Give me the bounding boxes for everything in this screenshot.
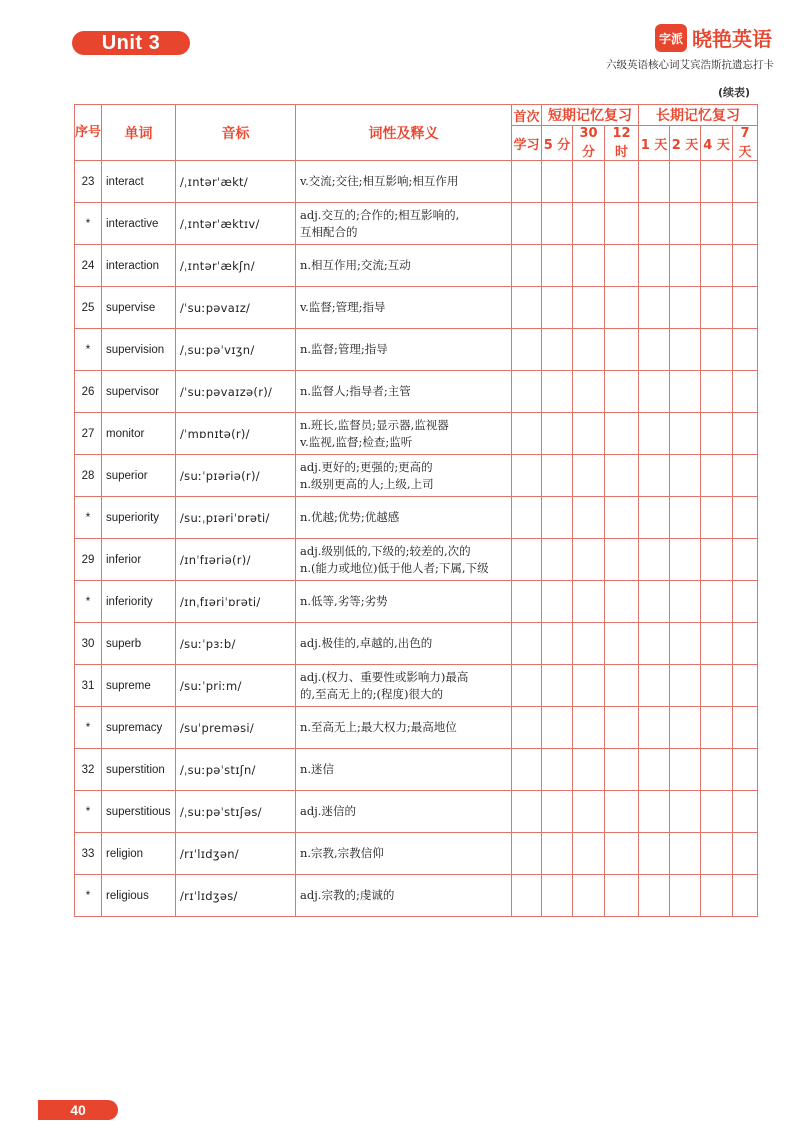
table-row	[75, 287, 758, 329]
table-row	[75, 623, 758, 665]
review-check-cell	[573, 665, 605, 707]
header-short-5min: 5 分	[542, 126, 573, 161]
row-phonetic: /ˌsuːpəˈstɪʃəs/	[176, 791, 296, 833]
review-check-cell	[512, 623, 542, 665]
review-check-cell	[639, 203, 670, 245]
review-check-cell	[512, 833, 542, 875]
row-number: *	[75, 497, 102, 539]
review-check-cell	[605, 623, 639, 665]
review-check-cell	[512, 329, 542, 371]
row-definition	[296, 581, 512, 623]
review-check-cell	[670, 329, 701, 371]
row-definition	[296, 623, 512, 665]
review-check-cell	[573, 875, 605, 917]
row-word: religion	[102, 833, 176, 875]
review-check-cell	[573, 203, 605, 245]
definition-line: n.至高无上;最大权力;最高地位	[300, 720, 457, 734]
row-number: 25	[75, 287, 102, 329]
review-check-cell	[670, 581, 701, 623]
review-check-cell	[573, 413, 605, 455]
review-check-cell	[733, 833, 758, 875]
row-phonetic: /ˌsuːpəˈvɪʒn/	[176, 329, 296, 371]
review-check-cell	[701, 875, 733, 917]
review-check-cell	[542, 161, 573, 203]
review-check-cell	[542, 875, 573, 917]
review-check-cell	[639, 581, 670, 623]
page-subtitle: 六级英语核心词艾宾浩斯抗遗忘打卡	[606, 59, 774, 71]
review-check-cell	[512, 707, 542, 749]
review-check-cell	[605, 665, 639, 707]
review-check-cell	[605, 497, 639, 539]
review-check-cell	[670, 203, 701, 245]
brand-name: 晓艳英语	[692, 27, 772, 51]
review-check-cell	[542, 749, 573, 791]
review-check-cell	[605, 203, 639, 245]
definition-line: v.交流;交往;相互影响;相互作用	[300, 174, 459, 188]
row-number: *	[75, 707, 102, 749]
definition-line: v.监视,监督;检查;监听	[300, 434, 413, 449]
review-check-cell	[512, 245, 542, 287]
review-check-cell	[701, 539, 733, 581]
row-definition	[296, 455, 512, 497]
table-row	[75, 329, 758, 371]
review-check-cell	[701, 707, 733, 749]
definition-line: adj.级别低的,下级的;较差的,次的	[300, 543, 471, 558]
definition-line: n.宗教,宗教信仰	[300, 846, 384, 860]
definition-line: 的,至高无上的;(程度)很大的	[300, 686, 444, 701]
review-check-cell	[605, 371, 639, 413]
table-row	[75, 581, 758, 623]
review-check-cell	[573, 623, 605, 665]
header-long-7d: 7 天	[733, 126, 758, 161]
row-number: 31	[75, 665, 102, 707]
review-check-cell	[639, 749, 670, 791]
header-phonetic: 音标	[176, 105, 296, 161]
review-check-cell	[605, 539, 639, 581]
review-check-cell	[639, 455, 670, 497]
review-check-cell	[542, 581, 573, 623]
review-check-cell	[701, 665, 733, 707]
row-definition	[296, 371, 512, 413]
row-number: *	[75, 581, 102, 623]
review-check-cell	[573, 455, 605, 497]
row-phonetic: /suːˈpɜːb/	[176, 623, 296, 665]
definition-line: n.监督人;指导者;主管	[300, 384, 411, 398]
review-check-cell	[701, 287, 733, 329]
review-check-cell	[701, 791, 733, 833]
row-word: religious	[102, 875, 176, 917]
row-phonetic: /suˈpreməsi/	[176, 707, 296, 749]
review-check-cell	[701, 245, 733, 287]
row-number: 33	[75, 833, 102, 875]
table-row	[75, 245, 758, 287]
review-check-cell	[670, 161, 701, 203]
review-check-cell	[733, 371, 758, 413]
table-row	[75, 161, 758, 203]
review-check-cell	[733, 329, 758, 371]
row-number: *	[75, 875, 102, 917]
header-short-30min: 30 分	[573, 126, 605, 161]
definition-line: 互相配合的	[300, 224, 358, 239]
table-row	[75, 791, 758, 833]
review-check-cell	[573, 707, 605, 749]
table-row	[75, 665, 758, 707]
review-check-cell	[670, 791, 701, 833]
row-word: interactive	[102, 203, 176, 245]
row-number: 24	[75, 245, 102, 287]
row-phonetic: /ˌɪntərˈækʃn/	[176, 245, 296, 287]
review-check-cell	[733, 245, 758, 287]
review-check-cell	[573, 749, 605, 791]
review-check-cell	[670, 497, 701, 539]
review-check-cell	[542, 707, 573, 749]
page-number: 40	[38, 1100, 118, 1120]
review-check-cell	[701, 833, 733, 875]
row-definition	[296, 203, 512, 245]
review-check-cell	[670, 371, 701, 413]
review-check-cell	[733, 539, 758, 581]
review-check-cell	[605, 161, 639, 203]
review-check-cell	[573, 833, 605, 875]
header-short-12h: 12 时	[605, 126, 639, 161]
review-check-cell	[512, 497, 542, 539]
row-definition	[296, 287, 512, 329]
review-check-cell	[701, 203, 733, 245]
review-check-cell	[605, 455, 639, 497]
row-phonetic: /ˌɪntərˈækt/	[176, 161, 296, 203]
row-number: 27	[75, 413, 102, 455]
review-check-cell	[512, 581, 542, 623]
review-check-cell	[670, 455, 701, 497]
row-definition	[296, 665, 512, 707]
row-definition	[296, 749, 512, 791]
row-number: *	[75, 329, 102, 371]
review-check-cell	[512, 161, 542, 203]
review-check-cell	[542, 203, 573, 245]
review-check-cell	[639, 833, 670, 875]
row-number: 28	[75, 455, 102, 497]
brand-logo-icon: 字派	[655, 24, 687, 52]
row-word: supremacy	[102, 707, 176, 749]
definition-line: n.(能力或地位)低于他人者;下属,下级	[300, 560, 489, 575]
header-long-1d: 1 天	[639, 126, 670, 161]
review-check-cell	[670, 245, 701, 287]
review-check-cell	[639, 287, 670, 329]
continued-label: (续表)	[718, 86, 751, 99]
table-row	[75, 497, 758, 539]
row-number: 30	[75, 623, 102, 665]
review-check-cell	[605, 287, 639, 329]
review-check-cell	[573, 245, 605, 287]
review-check-cell	[605, 749, 639, 791]
review-check-cell	[701, 161, 733, 203]
row-phonetic: /rɪˈlɪdʒəs/	[176, 875, 296, 917]
review-check-cell	[573, 791, 605, 833]
row-word: superiority	[102, 497, 176, 539]
header-seq: 序号	[75, 105, 102, 161]
row-number: *	[75, 791, 102, 833]
review-check-cell	[639, 665, 670, 707]
review-check-cell	[701, 371, 733, 413]
review-check-cell	[605, 329, 639, 371]
review-check-cell	[512, 875, 542, 917]
row-definition	[296, 875, 512, 917]
header-long-4d: 4 天	[701, 126, 733, 161]
definition-line: adj.交互的;合作的;相互影响的,	[300, 207, 460, 222]
review-check-cell	[573, 371, 605, 413]
definition-line: n.低等,劣等;劣势	[300, 594, 388, 608]
review-check-cell	[670, 413, 701, 455]
review-check-cell	[670, 287, 701, 329]
row-phonetic: /suːˈpriːm/	[176, 665, 296, 707]
row-definition	[296, 413, 512, 455]
row-number: 29	[75, 539, 102, 581]
review-check-cell	[512, 413, 542, 455]
review-check-cell	[639, 329, 670, 371]
review-check-cell	[573, 581, 605, 623]
review-check-cell	[639, 791, 670, 833]
row-definition	[296, 161, 512, 203]
review-check-cell	[542, 623, 573, 665]
review-check-cell	[512, 455, 542, 497]
review-check-cell	[512, 791, 542, 833]
row-definition	[296, 833, 512, 875]
review-check-cell	[733, 497, 758, 539]
vocabulary-table	[74, 104, 758, 917]
definition-line: n.迷信	[300, 762, 335, 776]
review-check-cell	[733, 791, 758, 833]
row-word: inferior	[102, 539, 176, 581]
row-phonetic: /suːˌpɪəriˈɒrəti/	[176, 497, 296, 539]
row-phonetic: /ˈsuːpəvaɪz/	[176, 287, 296, 329]
review-check-cell	[733, 749, 758, 791]
table-row	[75, 371, 758, 413]
review-check-cell	[605, 833, 639, 875]
review-check-cell	[573, 497, 605, 539]
row-phonetic: /suːˈpɪəriə(r)/	[176, 455, 296, 497]
definition-line: adj.宗教的;虔诚的	[300, 888, 395, 902]
table-row	[75, 455, 758, 497]
review-check-cell	[605, 875, 639, 917]
review-check-cell	[670, 539, 701, 581]
definition-line: n.监督;管理;指导	[300, 342, 388, 356]
review-check-cell	[605, 581, 639, 623]
header-short-term: 短期记忆复习	[542, 105, 639, 126]
review-check-cell	[542, 371, 573, 413]
review-check-cell	[542, 539, 573, 581]
table-row	[75, 833, 758, 875]
row-word: interaction	[102, 245, 176, 287]
definition-line: n.班长,监督员;显示器,监视器	[300, 417, 449, 432]
review-check-cell	[512, 665, 542, 707]
review-check-cell	[701, 749, 733, 791]
row-definition	[296, 329, 512, 371]
row-word: superb	[102, 623, 176, 665]
review-check-cell	[639, 413, 670, 455]
review-check-cell	[512, 203, 542, 245]
unit-label: Unit 3	[72, 31, 190, 55]
table-row	[75, 707, 758, 749]
review-check-cell	[733, 203, 758, 245]
review-check-cell	[512, 749, 542, 791]
header-word: 单词	[102, 105, 176, 161]
header-first: 首次	[512, 105, 542, 126]
row-word: superstitious	[102, 791, 176, 833]
definition-line: n.优越;优势;优越感	[300, 510, 400, 524]
header-definition: 词性及释义	[296, 105, 512, 161]
row-word: superstition	[102, 749, 176, 791]
review-check-cell	[605, 245, 639, 287]
row-definition	[296, 539, 512, 581]
review-check-cell	[670, 749, 701, 791]
row-phonetic: /ɪnˌfɪəriˈɒrəti/	[176, 581, 296, 623]
row-phonetic: /ˌsuːpəˈstɪʃn/	[176, 749, 296, 791]
definition-line: adj.迷信的	[300, 804, 356, 818]
review-check-cell	[733, 581, 758, 623]
review-check-cell	[542, 329, 573, 371]
header-long-2d: 2 天	[670, 126, 701, 161]
review-check-cell	[639, 875, 670, 917]
review-check-cell	[733, 623, 758, 665]
row-number: 23	[75, 161, 102, 203]
row-definition	[296, 707, 512, 749]
row-word: monitor	[102, 413, 176, 455]
review-check-cell	[733, 413, 758, 455]
definition-line: adj.(权力、重要性或影响力)最高	[300, 669, 469, 684]
row-phonetic: /ˈmɒnɪtə(r)/	[176, 413, 296, 455]
row-word: supervision	[102, 329, 176, 371]
review-check-cell	[701, 581, 733, 623]
row-word: interact	[102, 161, 176, 203]
row-word: supervise	[102, 287, 176, 329]
review-check-cell	[573, 539, 605, 581]
table-row	[75, 413, 758, 455]
review-check-cell	[639, 371, 670, 413]
review-check-cell	[542, 791, 573, 833]
review-check-cell	[733, 665, 758, 707]
definition-line: n.级别更高的人;上级,上司	[300, 476, 434, 491]
review-check-cell	[542, 245, 573, 287]
review-check-cell	[573, 287, 605, 329]
review-check-cell	[639, 623, 670, 665]
review-check-cell	[701, 413, 733, 455]
review-check-cell	[542, 455, 573, 497]
row-definition	[296, 245, 512, 287]
table-row	[75, 875, 758, 917]
row-phonetic: /ɪnˈfɪəriə(r)/	[176, 539, 296, 581]
review-check-cell	[605, 791, 639, 833]
row-definition	[296, 497, 512, 539]
definition-line: v.监督;管理;指导	[300, 300, 386, 314]
review-check-cell	[733, 161, 758, 203]
row-word: superior	[102, 455, 176, 497]
header-long-term: 长期记忆复习	[639, 105, 758, 126]
review-check-cell	[639, 707, 670, 749]
review-check-cell	[542, 665, 573, 707]
row-phonetic: /ˌɪntərˈæktɪv/	[176, 203, 296, 245]
table-row	[75, 203, 758, 245]
review-check-cell	[542, 287, 573, 329]
review-check-cell	[605, 707, 639, 749]
review-check-cell	[605, 413, 639, 455]
review-check-cell	[573, 329, 605, 371]
row-word: supervisor	[102, 371, 176, 413]
row-word: inferiority	[102, 581, 176, 623]
review-check-cell	[733, 707, 758, 749]
review-check-cell	[670, 707, 701, 749]
definition-line: adj.极佳的,卓越的,出色的	[300, 636, 433, 650]
review-check-cell	[639, 497, 670, 539]
review-check-cell	[733, 875, 758, 917]
review-check-cell	[733, 455, 758, 497]
review-check-cell	[639, 539, 670, 581]
row-definition	[296, 791, 512, 833]
row-phonetic: /rɪˈlɪdʒən/	[176, 833, 296, 875]
review-check-cell	[512, 539, 542, 581]
review-check-cell	[701, 329, 733, 371]
table-row	[75, 539, 758, 581]
table-row	[75, 749, 758, 791]
review-check-cell	[670, 833, 701, 875]
definition-line: adj.更好的;更强的;更高的	[300, 459, 433, 474]
review-check-cell	[639, 161, 670, 203]
review-check-cell	[542, 413, 573, 455]
review-check-cell	[573, 161, 605, 203]
review-check-cell	[542, 833, 573, 875]
review-check-cell	[701, 455, 733, 497]
row-number: *	[75, 203, 102, 245]
review-check-cell	[670, 623, 701, 665]
review-check-cell	[701, 623, 733, 665]
review-check-cell	[733, 287, 758, 329]
review-check-cell	[639, 245, 670, 287]
review-check-cell	[512, 287, 542, 329]
definition-line: n.相互作用;交流;互动	[300, 258, 411, 272]
row-phonetic: /ˈsuːpəvaɪzə(r)/	[176, 371, 296, 413]
review-check-cell	[512, 371, 542, 413]
review-check-cell	[670, 665, 701, 707]
header-first-sub: 学习	[512, 126, 542, 161]
row-word: supreme	[102, 665, 176, 707]
review-check-cell	[701, 497, 733, 539]
row-number: 26	[75, 371, 102, 413]
row-number: 32	[75, 749, 102, 791]
review-check-cell	[542, 497, 573, 539]
review-check-cell	[670, 875, 701, 917]
